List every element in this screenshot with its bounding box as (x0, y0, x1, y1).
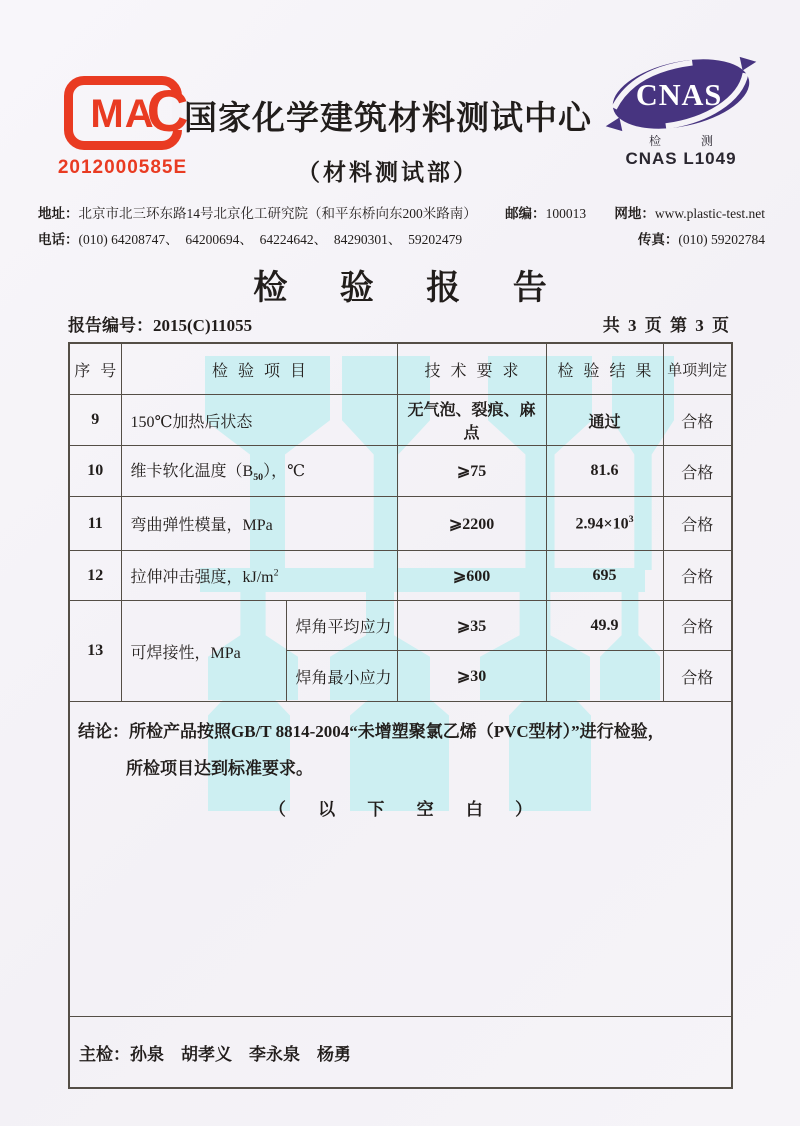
row-no: 10 (69, 446, 121, 497)
cma-certificate-number: 2012000585E (57, 157, 188, 178)
website: 网地：www.plastic-test.net (614, 206, 765, 221)
cnas-accreditation-block (597, 50, 765, 169)
row-judgement: 合格 (663, 601, 732, 651)
results-table (68, 342, 733, 1089)
col-header-judgement: 单项判定 (663, 343, 732, 395)
table-row (69, 497, 732, 551)
conclusion-section (69, 702, 732, 1017)
row-requirement: 无气泡、裂痕、麻点 (397, 395, 546, 446)
contact-address-line (38, 201, 765, 227)
col-header-result: 检 验 结 果 (546, 343, 663, 395)
row-requirement: ⩾30 (397, 651, 546, 702)
cma-accreditation-block (50, 76, 195, 179)
table-row (69, 601, 732, 651)
table-row (69, 551, 732, 601)
row-sub-item: 焊角最小应力 (286, 651, 397, 702)
page-indicator: 共 3 页 第 3 页 (602, 316, 731, 335)
row-no: 12 (69, 551, 121, 601)
contact-info (38, 201, 765, 253)
conclusion-text: 所检项目达到标准要求。 (126, 759, 313, 778)
organization-subtitle: （材料测试部） (297, 160, 479, 185)
row-item: 维卡软化温度$(B_{50})$，℃ (121, 446, 397, 497)
row-item: 可焊接性，MPa (121, 601, 286, 702)
row-item: 150℃加热后状态 (121, 395, 397, 446)
address: 地址：北京市北三环东路14号北京化工研究院（和平东桥向东200米路南） (38, 206, 477, 221)
blank-below-note: （ 以 下 空 白 ） (268, 800, 547, 819)
report-number: 报告编号：2015(C)11055 (68, 316, 253, 335)
row-requirement: ⩾2200 (397, 497, 546, 551)
row-no: 11 (69, 497, 121, 551)
cma-logo-icon (64, 76, 189, 150)
row-item: 拉伸冲击强度，$kJ/m^2$ (121, 551, 397, 601)
fax: 传真：(010) 59202784 (637, 232, 765, 247)
conclusion-text: 结论：所检产品按照GB/T 8814-2004“未增塑聚氯乙烯（PVC型材）”进行检验， (78, 722, 665, 741)
row-judgement: 合格 (663, 497, 732, 551)
table-header-row (69, 343, 732, 395)
row-judgement: 合格 (663, 651, 732, 702)
cma-logo-letters: MA (90, 92, 155, 136)
row-result: 695 (546, 551, 663, 601)
row-judgement: 合格 (663, 446, 732, 497)
results-table-container (68, 342, 733, 1089)
col-header-no: 序 号 (69, 343, 121, 395)
conclusion-row (69, 702, 732, 1017)
postcode: 邮编：100013 (505, 206, 587, 221)
report-meta-row (68, 311, 731, 336)
col-header-item: 检 验 项 目 (121, 343, 397, 395)
svg-text:CNAS: CNAS (635, 77, 723, 112)
cma-logo-c: C (146, 78, 189, 144)
inspector-names: 孙泉 胡孝义 李永泉 杨勇 (130, 1044, 351, 1064)
row-requirement: ⩾600 (397, 551, 546, 601)
cnas-logo-icon (602, 50, 760, 138)
row-sub-item: 焊角平均应力 (286, 601, 397, 651)
contact-phone-line (38, 227, 765, 253)
row-judgement: 合格 (663, 395, 732, 446)
organization-title: 国家化学建筑材料测试中心 (184, 101, 592, 137)
row-no: 9 (69, 395, 121, 446)
table-row (69, 395, 732, 446)
row-result: $2.94\times 10^3$ (546, 497, 663, 551)
row-no: 13 (69, 601, 121, 702)
row-judgement: 合格 (663, 551, 732, 601)
chief-inspector-line: 主检：孙泉 胡孝义 李永泉 杨勇 (69, 1017, 732, 1089)
report-title: 检 验 报 告 (253, 270, 569, 307)
row-result: 通过 (546, 395, 663, 446)
table-row (69, 446, 732, 497)
row-requirement: ⩾75 (397, 446, 546, 497)
signature-row (69, 1017, 732, 1089)
row-requirement: ⩾35 (397, 601, 546, 651)
phone: 电话：(010) 64208747、 64200694、 64224642、 84290301、 59202479 (38, 232, 463, 247)
cnas-cert-number: CNAS L1049 (625, 149, 737, 168)
row-result: 49.9 (546, 601, 663, 651)
col-header-requirement: 技 术 要 求 (397, 343, 546, 395)
row-item: 弯曲弹性模量，MPa (121, 497, 397, 551)
organization-title-block (183, 92, 593, 187)
row-result (546, 651, 663, 702)
row-result: 81.6 (546, 446, 663, 497)
cnas-cert-type: 检 测 (648, 134, 727, 148)
